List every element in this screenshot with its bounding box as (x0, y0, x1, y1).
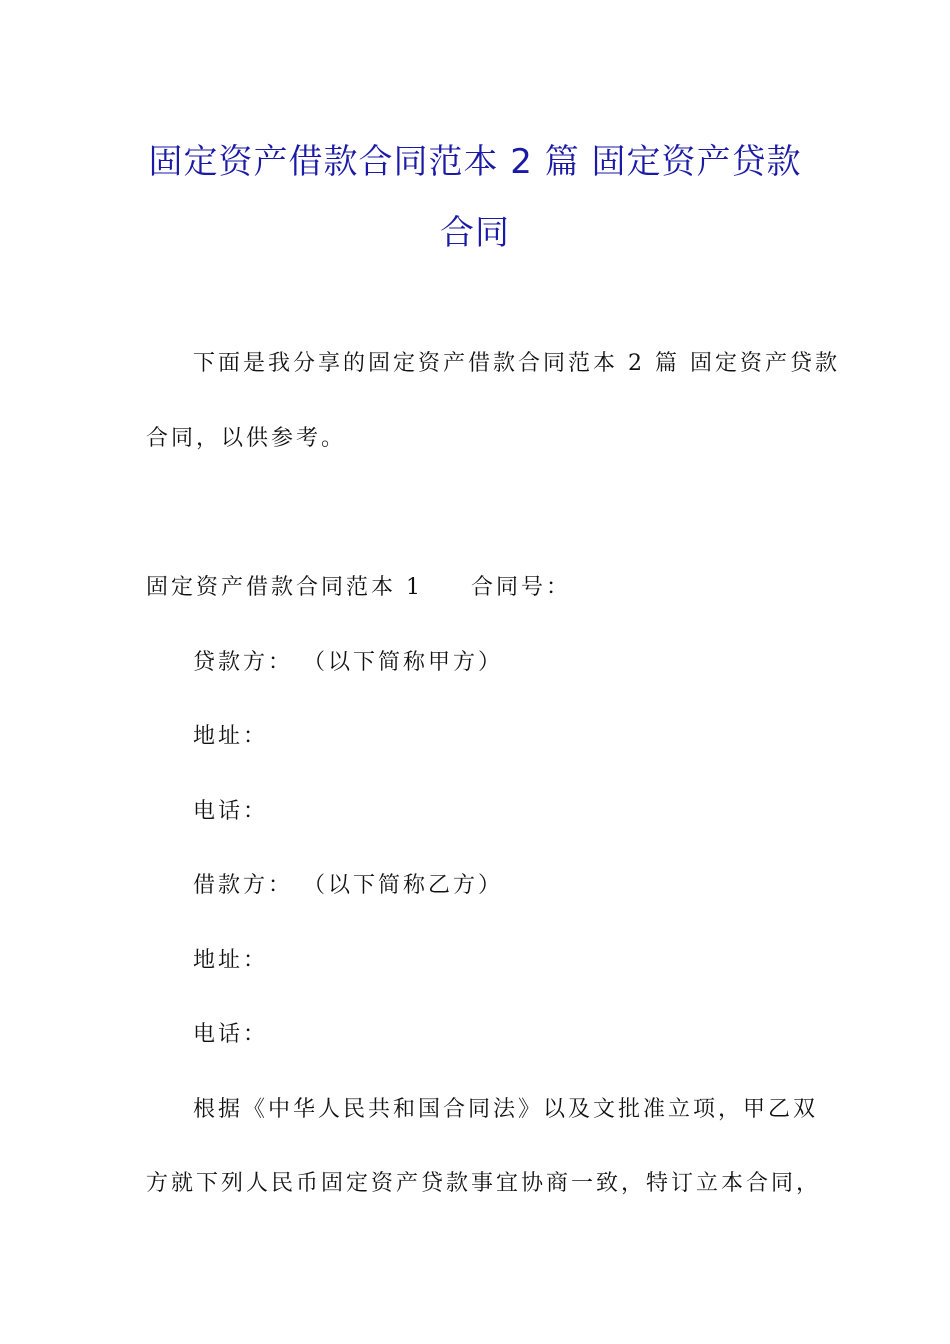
lender-phone-label: 电话： (193, 799, 269, 824)
body-paragraph-line-2: 方就下列人民币固定资产贷款事宜协商一致，特订立本合同， (146, 1171, 822, 1196)
body-paragraph-line-1: 根据《中华人民共和国合同法》以及文批准立项，甲乙双 (193, 1097, 819, 1122)
intro-paragraph-line-2: 合同，以供参考。 (146, 426, 347, 451)
contract-number-label: 合同号： (471, 575, 572, 600)
intro-paragraph-line-1: 下面是我分享的固定资产借款合同范本 2 篇 固定资产贷款 (193, 351, 840, 376)
borrower-address-label: 地址： (193, 948, 269, 973)
borrower-phone-label: 电话： (193, 1022, 269, 1047)
section-heading: 固定资产借款合同范本 1 (146, 575, 423, 600)
document-title-line-2: 合同 (440, 213, 510, 253)
section-heading-row (146, 570, 571, 601)
document-title-line-1: 固定资产借款合同范本 2 篇 固定资产贷款 (148, 142, 802, 182)
lender-address-label: 地址： (193, 724, 269, 749)
lender-label: 贷款方： （以下简称甲方） (193, 650, 503, 675)
borrower-label: 借款方： （以下简称乙方） (193, 873, 503, 898)
